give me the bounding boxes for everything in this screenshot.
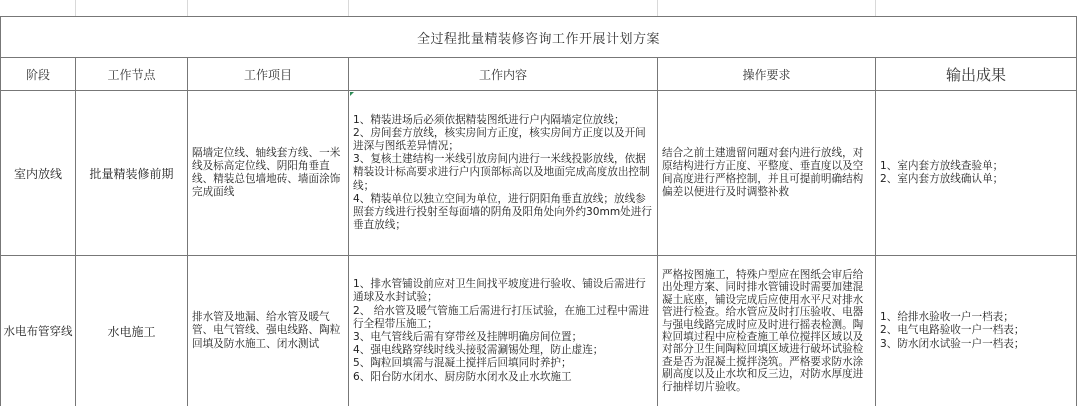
row2-output-line: 2、电气电路验收一户一档表； <box>880 324 1025 337</box>
row1-content-line: 3、复核土建结构一米线引放房间内进行一米线投影放线，依据精装设计标高要求进行户内顶部标高以及地面完成高度放出控制线； <box>353 153 650 192</box>
row2-content-line: 6、阳台防水闭水、厨房防水闭水及止水坎施工 <box>353 370 572 383</box>
header-output: 输出成果 <box>945 65 1006 84</box>
row2-item <box>188 256 348 406</box>
header-content: 工作内容 <box>478 67 527 82</box>
row1-output-line: 2、室内套方放线确认单； <box>880 173 1004 185</box>
header-node: 工作节点 <box>107 67 156 82</box>
row2-stage: 水电布管穿线 <box>3 324 73 338</box>
row2-content-line: 1、排水管铺设前应对卫生间找平坡度进行验收、铺设后需进行通球及水封试验； <box>353 278 646 304</box>
row1-stage: 室内放线 <box>13 166 62 181</box>
header-item: 工作项目 <box>243 67 292 82</box>
grid-header-strip <box>0 0 1077 16</box>
row2-content-line: 5、陶粒回填需与混凝土搅拌后回填同时养护； <box>353 357 572 370</box>
row1-requirement-text: 结合之前土建遗留问题对套内进行放线，对原结构进行方正度、平整度、垂直度以及空间高度进行严格控制，并且可提前明确结构偏差以便进行及时调整补救 <box>662 146 864 199</box>
row2-item-text: 排水管及地漏、给水管及暖气管、电气管线、强电线路、陶粒回填及防水施工、闭水测试 <box>192 311 341 350</box>
row2-content-line: 4、强电线路穿线时线头接驳需涮锡处理，防止虚连； <box>353 344 604 357</box>
table-title: 全过程批量精装修咨询工作开展计划方案 <box>416 31 660 47</box>
row2-output-line: 3、防水闭水试验一户一档表； <box>880 337 1025 350</box>
row1-item <box>188 91 348 255</box>
row1-node: 批量精装修前期 <box>89 166 174 181</box>
row2-content <box>349 256 657 406</box>
row1-content-line: 2、房间套方放线，核实房间方正度，核实房间方正度以及开间进深与图纸差异情况； <box>353 126 646 152</box>
row1-item-text: 隔墙定位线、轴线套方线、一米线及标高定位线、阴阳角垂直线、精装总包墙地砖、墙面涂饰完成面线 <box>192 146 341 199</box>
row1-requirement <box>658 91 875 255</box>
row1-output-line: 1、室内套方放线查验单； <box>880 159 1004 172</box>
row1-content-line: 1、精装进场后必须依据精装图纸进行户内隔墙定位放线； <box>353 113 625 126</box>
row1-output <box>876 91 1076 255</box>
row2-output <box>876 256 1076 406</box>
row2-requirement <box>658 256 875 406</box>
header-requirement: 操作要求 <box>742 67 791 82</box>
row2-requirement-text: 严格按图施工，特殊户型应在图纸会审后给出处理方案、同时排水管铺设时需要加建混凝土底座，铺设完成后应使用水平尺对排水管进行检查。给水管应及时打压验收、电器与强电线路完成时应及时进行摇表检测。陶粒回填过程中应检查施工单位搅拌区域以及对部分卫生间陶粒回填区域进行破坏试验检查是否为混凝土搅拌浇筑。严格要求防水涂刷高度以及止水坎和反三边，对防水厚度进行抽样切片验收。 <box>662 268 864 393</box>
row2-content-line: 3、电气管线后需有穿带丝及挂牌明确房间位置； <box>353 331 583 343</box>
row2-node: 水电施工 <box>107 324 156 339</box>
row2-content-line: 2、 给水管及暖气管施工后需进行打压试验，在施工过程中需进行全程带压施工； <box>353 304 650 330</box>
row1-content-line: 4、精装单位以独立空间为单位，进行阴阳角垂直放线；放线参照套方线进行投射至每面墙的阴角及阳角处向外约30mm处进行垂直放线； <box>353 192 652 232</box>
row2-output-line: 1、给排水验收一户一档表； <box>880 311 1014 324</box>
row1-content <box>349 91 657 255</box>
cell-comment-marker <box>350 92 354 96</box>
header-stage: 阶段 <box>25 67 50 82</box>
